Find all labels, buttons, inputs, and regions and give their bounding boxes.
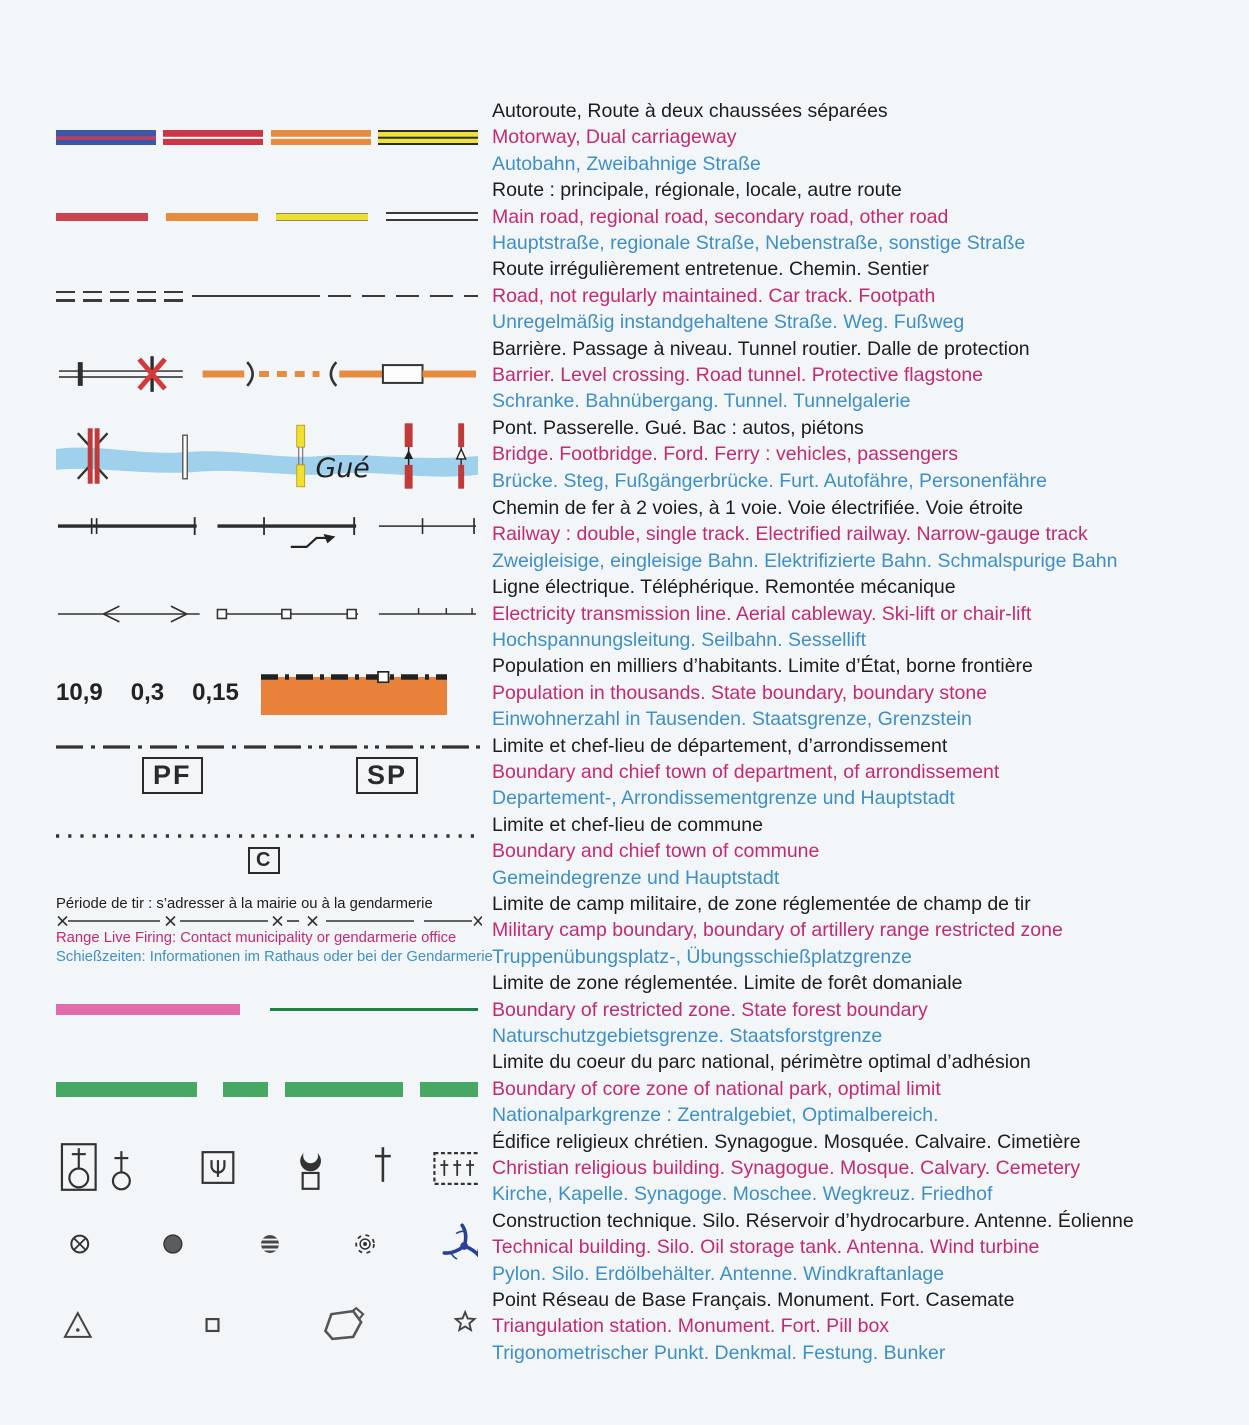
chapel-icon [113, 1151, 130, 1189]
religious-symbols [0, 1129, 492, 1208]
label-fr: Route irrégulièrement entretenue. Chemin. Sentier [492, 258, 929, 281]
wind-turbine-icon [444, 1226, 478, 1262]
label-de: Gemeindegrenze und Hauptstadt [492, 866, 780, 889]
label-fr: Point Réseau de Base Français. Monument. Fort. Casemate [492, 1289, 1015, 1312]
ford-icon [297, 425, 370, 486]
population-value: 0,15 [192, 678, 239, 706]
label-fr: Route : principale, régionale, locale, autre route [492, 179, 902, 202]
firing-period-note-en: Range Live Firing: Contact municipality or gendarmerie office [56, 930, 457, 947]
pill-box-icon [456, 1312, 475, 1330]
military-boundary-group [56, 895, 493, 966]
park-core-band-icon [56, 1082, 197, 1097]
religious-icons [56, 1138, 478, 1198]
label-de: Autobahn, Zweibahnige Straße [492, 152, 761, 175]
ford-label: Gué [315, 452, 370, 484]
technical-building-icon [71, 1236, 88, 1253]
population-value: 0,3 [130, 678, 165, 706]
label-en: Road, not regularly maintained. Car track. Footpath [492, 284, 936, 307]
park-text [492, 1049, 1249, 1128]
label-fr: Limite et chef-lieu de commune [492, 813, 763, 836]
cemetery-icon [434, 1153, 478, 1184]
barrier-icon [78, 362, 83, 386]
level-crossing-icon [139, 356, 165, 392]
label-fr: Construction technique. Silo. Réservoir d’hydrocarbure. Antenne. Éolienne [492, 1209, 1134, 1232]
legend-row-religious [0, 1129, 1249, 1208]
label-en: Triangulation station. Monument. Fort. Pill box [492, 1315, 890, 1338]
calvary-cross-icon [375, 1147, 391, 1182]
firing-period-note-de: Schießzeiten: Informationen im Rathaus oder bei der Gendarmerie [56, 949, 493, 966]
silo-icon [164, 1236, 182, 1254]
motorway-text [492, 98, 1249, 177]
bridge-symbols [0, 415, 492, 495]
label-en: Boundary of core zone of national park, optimal limit [492, 1077, 941, 1100]
legend-row-department [0, 733, 1249, 812]
label-de: Einwohnerzahl in Tausenden. Staatsgrenze, Grenzstein [492, 708, 972, 731]
label-en: Population in thousands. State boundary, boundary stone [492, 681, 988, 704]
technical-icons [56, 1220, 478, 1274]
label-fr: Autoroute, Route à deux chaussées séparées [492, 100, 888, 122]
restricted-symbols [0, 970, 492, 1049]
synagogue-icon [203, 1152, 234, 1183]
population-text [492, 653, 1249, 732]
label-fr: Limite et chef-lieu de département, d’arrondissement [492, 734, 948, 757]
roads-text [492, 177, 1249, 256]
narrow-gauge-track-icon [379, 519, 476, 535]
track-symbols [0, 256, 492, 335]
railway-text [492, 495, 1249, 574]
department-boundary-icon [56, 739, 478, 805]
main-road-icon [56, 213, 148, 221]
label-fr: Population en milliers d’habitants. Limite d’État, borne frontière [492, 655, 1033, 678]
car-track-icon [192, 295, 320, 298]
footbridge-icon [183, 435, 187, 479]
label-de: Unregelmäßig instandgehaltene Straße. Weg. Fußweg [492, 311, 965, 334]
ferry-passengers-icon [457, 423, 466, 488]
legend-row-park [0, 1049, 1249, 1128]
state-forest-line-icon [270, 1008, 478, 1011]
legend-row-points [0, 1287, 1249, 1366]
legend-row-restricted [0, 970, 1249, 1049]
dual-carriageway-red-icon [163, 130, 263, 145]
label-de: Hochspannungsleitung. Seilbahn. Sessellift [492, 628, 866, 651]
electric-icons [56, 601, 478, 627]
commune-boundary-icon [56, 825, 478, 877]
label-en: Main road, regional road, secondary road, other road [492, 205, 949, 228]
points-symbols [0, 1287, 492, 1366]
church-icon [62, 1144, 96, 1190]
ski-lift-icon [379, 608, 476, 614]
legend-row-commune [0, 812, 1249, 891]
protective-flagstone-icon [339, 365, 476, 383]
aerial-cableway-icon [217, 609, 358, 618]
secondary-road-icon [276, 213, 368, 221]
commune-symbols [0, 812, 492, 891]
prefecture-label: PF [142, 757, 203, 794]
label-fr: Édifice religieux chrétien. Synagogue. Mosquée. Calvaire. Cimetière [492, 1130, 1081, 1153]
river-icon [56, 447, 478, 476]
road-symbols [0, 177, 492, 256]
legend-row-barrier [0, 336, 1249, 415]
park-optimal-band-icon [223, 1082, 478, 1097]
legend-row-railway [0, 495, 1249, 574]
label-en: Railway : double, single track. Electrified railway. Narrow-gauge track [492, 523, 1088, 546]
label-de: Trigonometrischer Punkt. Denkmal. Festung. Bunker [492, 1341, 946, 1364]
firing-period-note-fr: Période de tir : s’adresser à la mairie ou à la gendarmerie [56, 896, 433, 913]
double-track-railway-icon [58, 518, 197, 536]
railway-symbols [0, 495, 492, 574]
label-de: Kirche, Kapelle. Synagoge. Moschee. Wegkreuz. Friedhof [492, 1183, 993, 1206]
bridge-text [492, 415, 1249, 495]
population-values [56, 679, 239, 707]
label-de: Schranke. Bahnübergang. Tunnel. Tunnelgalerie [492, 390, 911, 413]
unmaintained-road-icon [56, 291, 184, 302]
restricted-text [492, 970, 1249, 1049]
electricity-line-icon [58, 606, 200, 622]
religious-text [492, 1129, 1249, 1208]
road-tunnel-icon [203, 362, 337, 386]
legend-row-roads [0, 177, 1249, 256]
population-value: 10,9 [56, 678, 103, 706]
label-fr: Ligne électrique. Téléphérique. Remontée mécanique [492, 576, 956, 599]
park-symbols [0, 1049, 492, 1128]
barrier-crossing-tunnel-icon [56, 352, 478, 398]
electric-text [492, 574, 1249, 653]
legend-row-technical [0, 1208, 1249, 1287]
dual-carriageway-orange-icon [271, 130, 371, 145]
state-boundary-icon [261, 677, 447, 715]
river-crossings-icon [56, 415, 478, 495]
restricted-zone-band-icon [56, 1004, 240, 1015]
boundary-stone-icon [378, 672, 389, 683]
label-en: Technical building. Silo. Oil storage tank. Antenna. Wind turbine [492, 1236, 1040, 1259]
antenna-icon [356, 1236, 374, 1254]
label-de: Zweigleisige, eingleisige Bahn. Elektrifizierte Bahn. Schmalspurige Bahn [492, 549, 1118, 572]
motorway-band-icon [56, 130, 156, 145]
label-fr: Pont. Passerelle. Gué. Bac : autos, piétons [492, 416, 864, 439]
label-en: Boundary and chief town of department, of arrondissement [492, 760, 1000, 783]
label-de: Naturschutzgebietsgrenze. Staatsforstgrenze [492, 1025, 883, 1047]
label-de: Departement-, Arrondissementgrenze und Hauptstadt [492, 787, 955, 810]
electric-symbols [0, 574, 492, 653]
legend-row-tracks [0, 256, 1249, 335]
label-de: Nationalparkgrenze : Zentralgebiet, Optimalbereich. [492, 1104, 939, 1127]
military-text [492, 891, 1249, 970]
legend-row-population [0, 653, 1249, 732]
department-symbols [0, 733, 492, 812]
label-de: Pylon. Silo. Erdölbehälter. Antenne. Windkraftanlage [492, 1262, 945, 1285]
barrier-text [492, 336, 1249, 415]
triangulation-station-icon [65, 1313, 91, 1337]
points-icons [56, 1306, 478, 1348]
label-fr: Limite de zone réglementée. Limite de forêt domaniale [492, 972, 963, 995]
department-text [492, 733, 1249, 812]
label-en: Boundary and chief town of commune [492, 840, 820, 863]
label-en: Christian religious building. Synagogue. Mosque. Calvary. Cemetery [492, 1157, 1081, 1180]
label-en: Boundary of restricted zone. State forest boundary [492, 998, 928, 1021]
military-boundary-icon [56, 914, 482, 928]
railway-icons [56, 514, 478, 554]
label-en: Military camp boundary, boundary of artillery range restricted zone [492, 919, 1063, 942]
label-fr: Limite de camp militaire, de zone réglementée de champ de tir [492, 892, 1031, 915]
population-symbols [0, 653, 492, 732]
other-road-icon [386, 212, 478, 221]
footpath-icon [328, 295, 478, 298]
dual-carriageway-yellow-icon [378, 130, 478, 145]
military-symbols [0, 891, 492, 970]
legend-row-bridge [0, 415, 1249, 495]
label-de: Truppenübungsplatz-, Übungsschießplatzgrenze [492, 945, 912, 968]
barrier-symbols [0, 336, 492, 415]
motorway-symbols [0, 98, 492, 177]
mosque-icon [300, 1153, 321, 1189]
label-en: Barrier. Level crossing. Road tunnel. Protective flagstone [492, 364, 984, 387]
regional-road-icon [166, 213, 258, 221]
tracks-text [492, 256, 1249, 335]
oil-tank-icon [259, 1236, 281, 1254]
label-de: Hauptstraße, regionale Straße, Nebenstraße, sonstige Straße [492, 232, 1026, 255]
label-en: Bridge. Footbridge. Ford. Ferry : vehicles, passengers [492, 443, 959, 466]
legend-row-electric [0, 574, 1249, 653]
legend-row-military [0, 891, 1249, 970]
commune-text [492, 812, 1249, 891]
label-en: Electricity transmission line. Aerial cableway. Ski-lift or chair-lift [492, 602, 1032, 625]
technical-text [492, 1208, 1249, 1287]
technical-symbols [0, 1208, 492, 1287]
ferry-vehicles-icon [404, 423, 413, 488]
electrified-railway-icon [217, 518, 356, 548]
label-fr: Chemin de fer à 2 voies, à 1 voie. Voie électrifiée. Voie étroite [492, 496, 1024, 519]
fort-icon [325, 1308, 363, 1339]
commune-chief-town-label: C [248, 847, 280, 874]
monument-icon [207, 1319, 219, 1331]
label-en: Motorway, Dual carriageway [492, 126, 737, 149]
label-fr: Barrière. Passage à niveau. Tunnel routier. Dalle de protection [492, 337, 1030, 360]
label-de: Brücke. Steg, Fußgängerbrücke. Furt. Autofähre, Personenfähre [492, 469, 1047, 492]
subprefecture-label: SP [356, 757, 418, 794]
label-fr: Limite du coeur du parc national, périmètre optimal d’adhésion [492, 1051, 1031, 1074]
points-text [492, 1287, 1249, 1366]
legend-row-motorway [0, 98, 1249, 177]
